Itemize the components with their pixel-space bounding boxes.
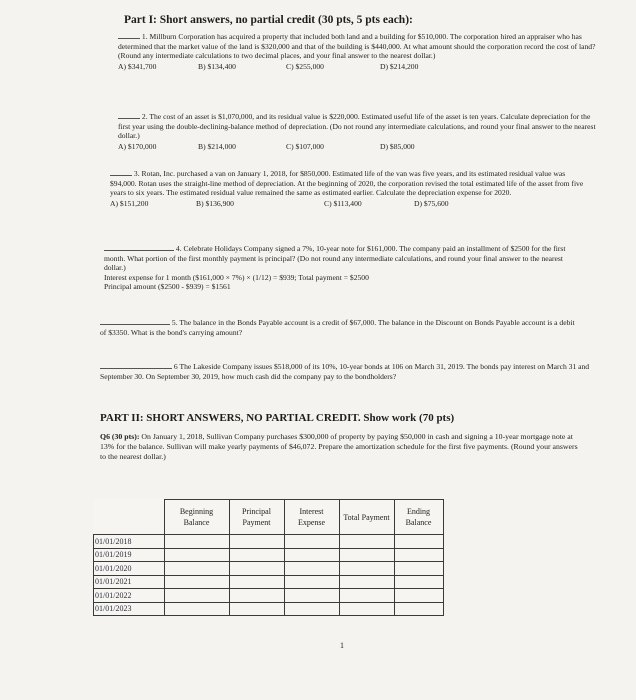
header-blank	[94, 500, 165, 535]
answer-blank-6[interactable]	[100, 361, 172, 369]
cell-input[interactable]	[164, 535, 229, 549]
question-4-text: 4. Celebrate Holidays Company signed a 7%, 10-year note for $161,000. The company paid an installment of $2500 for the first month. What portion of the first monthly payment is principal? (Do not round any intermediate calculations, and round your final answer to the nearest dollar.)	[104, 244, 566, 273]
part1-heading: Part I: Short answers, no partial credit (30 pts, 5 pts each):	[124, 14, 413, 26]
table-row	[94, 589, 444, 603]
question-1	[118, 31, 598, 71]
option-1c[interactable]: C) $255,000	[286, 61, 324, 71]
cell-input[interactable]	[164, 575, 229, 589]
cell-input[interactable]	[284, 548, 339, 562]
row-date: 01/01/2019	[94, 548, 165, 562]
question-2-text: 2. The cost of an asset is $1,070,000, and its residual value is $220,000. Estimated useful life of the asset is ten years. Calculate depreciation for the first year using the double-declining-balance method of depreciation. (Do not round any intermediate calculations, and round your final answer to the nearest dollar.)	[118, 112, 596, 141]
option-3d[interactable]: D) $75,600	[414, 198, 449, 208]
cell-input[interactable]	[229, 602, 284, 616]
answer-blank-3[interactable]	[110, 168, 132, 176]
question-4-work-principal: Principal amount ($2500 - $939) = $1561	[104, 282, 231, 292]
cell-input[interactable]	[164, 589, 229, 603]
cell-input[interactable]	[229, 548, 284, 562]
option-3b[interactable]: B) $136,900	[196, 198, 234, 208]
question-4	[104, 243, 584, 292]
cell-input[interactable]	[394, 575, 443, 589]
question-5	[100, 317, 580, 337]
option-1a[interactable]: A) $341,700	[118, 61, 157, 71]
question-3-options	[110, 199, 590, 209]
row-date: 01/01/2018	[94, 535, 165, 549]
cell-input[interactable]	[284, 575, 339, 589]
header-beginning-balance: Beginning Balance	[164, 500, 229, 535]
option-2b[interactable]: B) $214,000	[198, 141, 236, 151]
header-ending-balance: Ending Balance	[394, 500, 443, 535]
cell-input[interactable]	[394, 602, 443, 616]
part2-heading: PART II: SHORT ANSWERS, NO PARTIAL CREDIT. Show work (70 pts)	[100, 412, 455, 424]
question-3	[110, 168, 590, 208]
answer-blank-2[interactable]	[118, 111, 140, 119]
table-row	[94, 602, 444, 616]
cell-input[interactable]	[284, 589, 339, 603]
cell-input[interactable]	[164, 562, 229, 576]
row-date: 01/01/2022	[94, 589, 165, 603]
cell-input[interactable]	[284, 602, 339, 616]
cell-input[interactable]	[394, 589, 443, 603]
cell-input[interactable]	[339, 535, 394, 549]
q6-text: On January 1, 2018, Sullivan Company purchases $300,000 of property by paying $50,000 in cash and signing a 10-year mortgage note at 13% for the balance. Sullivan will make yearly payments of $46,072. Prepare the amortization schedule for the first five payments. (Round your answers to the nearest dollar.)	[100, 432, 578, 461]
option-2d[interactable]: D) $85,000	[380, 141, 415, 151]
cell-input[interactable]	[339, 589, 394, 603]
question-6-bonds-text: 6 The Lakeside Company issues $518,000 of its 10%, 10-year bonds at 106 on March 31, 2019. The bonds pay interest on March 31 and September 30. On September 30, 2019, how much cash did the company pay to the bondholders?	[100, 362, 590, 381]
option-3c[interactable]: C) $113,400	[324, 198, 362, 208]
header-principal-payment: Principal Payment	[229, 500, 284, 535]
cell-input[interactable]	[229, 535, 284, 549]
cell-input[interactable]	[339, 602, 394, 616]
header-interest-expense: Interest Expense	[284, 500, 339, 535]
question-5-text: 5. The balance in the Bonds Payable account is a credit of $67,000. The balance in the Discount on Bonds Payable account is a debit of $3350. What is the bond's carrying amount?	[100, 318, 575, 337]
page-number: 1	[340, 641, 344, 650]
cell-input[interactable]	[394, 548, 443, 562]
cell-input[interactable]	[339, 562, 394, 576]
question-6-bonds	[100, 361, 590, 381]
answer-blank-1[interactable]	[118, 31, 140, 39]
option-3a[interactable]: A) $151,200	[110, 198, 149, 208]
cell-input[interactable]	[164, 548, 229, 562]
table-row	[94, 575, 444, 589]
table-header-row	[94, 500, 444, 535]
question-3-text: 3. Rotan, Inc. purchased a van on January 1, 2018, for $850,000. Estimated life of the van was five years, and its estimated residual value was $94,000. Rotan uses the straight-line method of depreciation. At the beginning of 2020, the corporation revised the total estimated life of the asset from five years to six years. The estimated residual value remained the same as estimated earlier. Calculate the depreciation expense for 2020.	[110, 169, 584, 198]
option-2a[interactable]: A) $170,000	[118, 141, 157, 151]
row-date: 01/01/2020	[94, 562, 165, 576]
cell-input[interactable]	[284, 535, 339, 549]
question-1-options	[118, 62, 598, 72]
header-total-payment: Total Payment	[339, 500, 394, 535]
table-row	[94, 535, 444, 549]
cell-input[interactable]	[229, 575, 284, 589]
row-date: 01/01/2021	[94, 575, 165, 589]
q6-label: Q6 (30 pts):	[100, 432, 140, 441]
question-2	[118, 111, 598, 151]
table-row	[94, 548, 444, 562]
cell-input[interactable]	[339, 575, 394, 589]
cell-input[interactable]	[229, 562, 284, 576]
cell-input[interactable]	[164, 602, 229, 616]
cell-input[interactable]	[394, 535, 443, 549]
cell-input[interactable]	[284, 562, 339, 576]
question-q6	[100, 432, 580, 461]
cell-input[interactable]	[339, 548, 394, 562]
row-date: 01/01/2023	[94, 602, 165, 616]
amortization-table	[93, 499, 444, 616]
question-2-options	[118, 142, 598, 152]
cell-input[interactable]	[394, 562, 443, 576]
option-2c[interactable]: C) $107,000	[286, 141, 324, 151]
option-1d[interactable]: D) $214,200	[380, 61, 419, 71]
table-row	[94, 562, 444, 576]
option-1b[interactable]: B) $134,400	[198, 61, 236, 71]
answer-blank-5[interactable]	[100, 317, 170, 325]
cell-input[interactable]	[229, 589, 284, 603]
question-4-work-interest: Interest expense for 1 month ($161,000 × 7%) × (1/12) = $939; Total payment = $2500	[104, 272, 369, 282]
question-1-text: 1. Millburn Corporation has acquired a property that included both land and a building for $510,000. The corporation hired an appraiser who has determined that the market value of the land is $320,000 and that of the building is $440,000. At what amount should the corporation record the cost of land? (Round any intermediate calculations to two decimal places, and your final answer to the nearest dollar.)	[118, 32, 596, 61]
answer-blank-4[interactable]	[104, 243, 174, 251]
